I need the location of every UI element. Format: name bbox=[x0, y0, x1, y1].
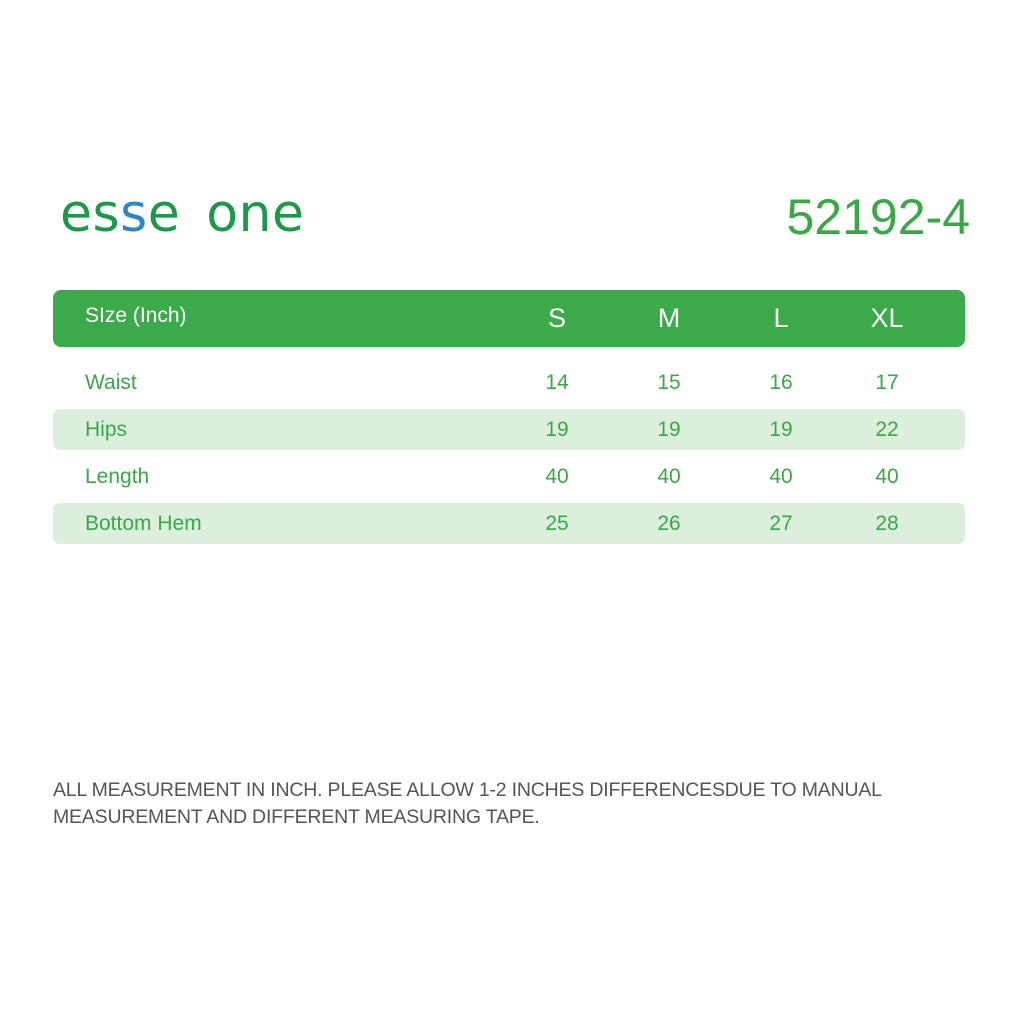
row-label: Waist bbox=[85, 370, 137, 394]
header-size: L bbox=[773, 303, 789, 333]
header-size: M bbox=[657, 303, 681, 333]
row-value: 19 bbox=[657, 417, 681, 441]
brand-logo-accent: s bbox=[120, 184, 148, 244]
row-value: 16 bbox=[769, 370, 793, 394]
measurement-note bbox=[53, 777, 983, 831]
size-chart-table bbox=[53, 290, 965, 544]
table-row bbox=[53, 409, 965, 450]
table-row bbox=[53, 503, 965, 544]
row-value: 40 bbox=[657, 464, 681, 488]
row-label: Hips bbox=[85, 417, 128, 441]
table-row bbox=[53, 456, 965, 497]
measurement-note-line: ALL MEASUREMENT IN INCH. PLEASE ALLOW 1-2 INCHES DIFFERENCESDUE TO MANUAL bbox=[53, 779, 882, 801]
row-value: 25 bbox=[545, 511, 569, 535]
row-value: 19 bbox=[545, 417, 569, 441]
product-code: 52192-4 bbox=[786, 189, 970, 245]
brand-logo bbox=[60, 184, 305, 244]
row-label: Length bbox=[85, 464, 150, 488]
table-row bbox=[53, 362, 965, 403]
row-value: 19 bbox=[769, 417, 793, 441]
row-value: 26 bbox=[657, 511, 681, 535]
table-header-row bbox=[53, 290, 965, 347]
row-value: 22 bbox=[875, 417, 899, 441]
row-value: 15 bbox=[657, 370, 681, 394]
row-value: 14 bbox=[545, 370, 569, 394]
header-size: S bbox=[547, 303, 566, 333]
row-label: Bottom Hem bbox=[85, 511, 202, 535]
measurement-note-line: MEASUREMENT AND DIFFERENT MEASURING TAPE. bbox=[53, 806, 540, 828]
header-size: XL bbox=[870, 303, 904, 333]
brand-logo-part: one bbox=[206, 184, 305, 244]
brand-logo-part: es bbox=[60, 184, 121, 244]
row-value: 27 bbox=[769, 511, 793, 535]
brand-logo-part: e bbox=[147, 184, 181, 244]
row-value: 28 bbox=[875, 511, 899, 535]
header-label: SIze (Inch) bbox=[85, 304, 187, 327]
row-value: 40 bbox=[769, 464, 793, 488]
row-value: 40 bbox=[545, 464, 569, 488]
row-value: 40 bbox=[875, 464, 899, 488]
row-value: 17 bbox=[875, 370, 899, 394]
